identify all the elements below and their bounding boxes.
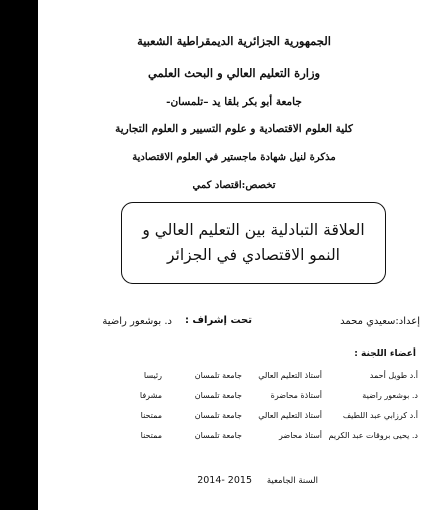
committee-member-role: ممتحنا [140,431,162,440]
committee-member-name: د. بوشعور راضية [362,391,418,400]
thesis-title-box [121,202,386,284]
committee-member-role: رئيسا [143,371,162,380]
committee-member-name: أ.د كرزابي عبد اللطيف [342,411,418,420]
committee-member-name: أ.د طويل أحمد [369,371,418,380]
committee-member-rank: أستاذ التعليم العالي [258,371,322,380]
committee-member-rank: أستاذ التعليم العالي [258,411,322,420]
committee-member-institution: جامعة تلمسان [194,391,242,400]
thesis-type: مذكرة لنيل شهادة ماجستير في العلوم الاقتصادية [132,152,336,163]
republic-header: الجمهورية الجزائرية الديمقراطية الشعبية [137,34,331,48]
supervisor-name: د. بوشعور راضية [102,316,172,327]
committee-member-institution: جامعة تلمسان [194,371,242,380]
ministry-header: وزارة التعليم العالي و البحث العلمي [147,66,321,80]
committee-member-name: د. يحيى بروقات عبد الكريم [328,431,418,440]
specialty: تخصص:اقتصاد كمي [192,180,276,191]
committee-member-rank: أستاذة محاضرة [270,391,322,400]
committee-member-institution: جامعة تلمسان [194,431,242,440]
thesis-title-line-2: النمو الاقتصادي في الجزائر [167,246,340,264]
committee-member-role: مشرفا [139,391,162,400]
document-page [38,0,430,510]
committee-member-rank: أستاذ محاضر [279,431,322,440]
committee-heading: أعضاء اللجنة : [354,349,416,359]
academic-year-value: 2014- 2015 [197,475,252,486]
committee-member-institution: جامعة تلمسان [194,411,242,420]
prepared-by: إعداد:سعيدي محمد [340,316,420,327]
thesis-title-line-1: العلاقة التبادلية بين التعليم العالي و [142,221,365,239]
academic-year-label: السنة الجامعية [266,476,318,486]
faculty-header: كلية العلوم الاقتصادية و علوم التسيير و العلوم التجارية [115,123,353,135]
university-header: جامعة أبو بكر بلقا يد –تلمسان- [166,96,302,108]
committee-member-role: ممتحنا [140,411,162,420]
supervision-label: تحت إشراف : [184,315,252,326]
